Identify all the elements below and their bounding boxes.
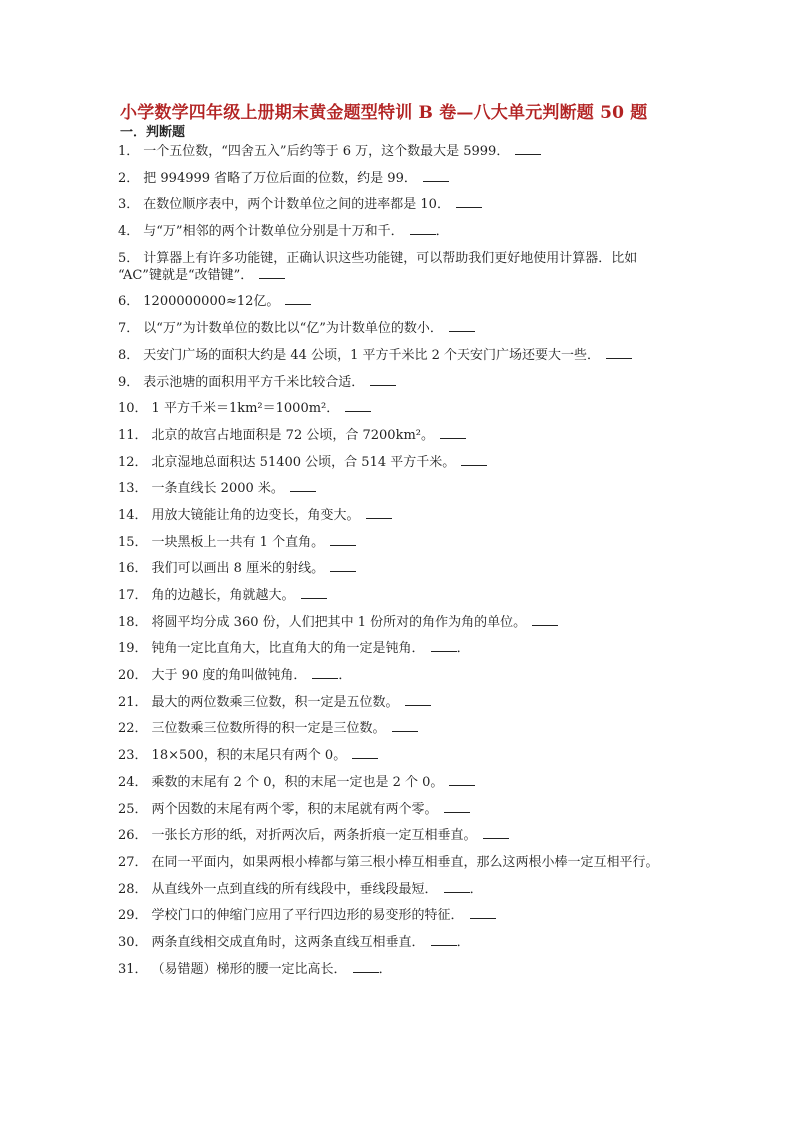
question-number: 28． [118, 881, 148, 897]
question-number: 12． [118, 454, 148, 470]
answer-blank[interactable] [449, 774, 475, 786]
question-item [118, 534, 698, 551]
question-number: 26． [118, 828, 148, 844]
question-item [118, 347, 698, 364]
answer-blank[interactable] [461, 454, 487, 466]
question-item [118, 293, 698, 310]
question-item [118, 747, 698, 764]
question-item [118, 427, 698, 444]
question-item [118, 507, 698, 524]
question-text: 表示池塘的面积用平方千米比较合适． [143, 374, 365, 390]
answer-blank[interactable] [444, 801, 470, 813]
question-tail-punctuation: ． [456, 641, 470, 657]
question-number: 13． [118, 481, 148, 497]
question-text: （易错题）梯形的腰一定比高长． [151, 961, 347, 977]
question-text: 我们可以画出 8 厘米的射线。 [151, 561, 325, 577]
question-number: 15． [118, 534, 148, 550]
question-text: 把 994999 省略了万位后面的位数，约是 99． [143, 170, 417, 186]
question-text: 角的边越长，角就越大。 [151, 588, 295, 603]
answer-blank[interactable] [352, 747, 378, 759]
question-item [118, 614, 698, 631]
question-number: 23． [118, 748, 148, 764]
answer-blank[interactable] [606, 347, 632, 359]
answer-blank[interactable] [405, 694, 431, 706]
question-number: 25． [118, 801, 148, 817]
question-number: 2． [118, 170, 140, 186]
answer-blank[interactable] [470, 907, 496, 919]
question-number: 30． [118, 934, 148, 950]
question-number: 6． [118, 294, 140, 310]
answer-blank[interactable] [301, 587, 327, 599]
question-item [118, 934, 698, 951]
answer-blank[interactable] [431, 934, 457, 946]
answer-blank[interactable] [392, 720, 418, 732]
question-number: 4． [118, 224, 140, 240]
question-text: 一个五位数，“四舍五入”后约等于 6 万，这个数最大是 5999． [143, 144, 510, 159]
question-item [118, 667, 698, 684]
answer-blank[interactable] [312, 667, 338, 679]
question-text: 1200000000≈12亿。 [143, 294, 280, 310]
question-text: 两条直线相交成直角时，这两条直线互相垂直． [151, 934, 425, 950]
question-item [118, 801, 698, 818]
question-text: 学校门口的伸缩门应用了平行四边形的易变形的特征． [151, 908, 464, 924]
question-text: 18×500，积的末尾只有两个 0。 [151, 748, 347, 764]
question-text: 北京的故宫占地面积是 72 公顷，合 7200km²。 [151, 427, 434, 443]
question-text: 计算器上有许多功能键，正确认识这些功能键，可以帮助我们更好地使用计算器．比如 [143, 250, 638, 266]
question-text: 用放大镜能让角的边变长，角变大。 [151, 507, 360, 523]
question-item [118, 223, 698, 240]
answer-blank[interactable] [532, 614, 558, 626]
question-text: 与“万”相邻的两个计数单位分别是十万和千． [143, 224, 404, 240]
question-number: 5． [118, 250, 140, 266]
answer-blank[interactable] [290, 480, 316, 492]
question-item [118, 196, 698, 213]
question-item [118, 250, 698, 284]
question-text: 在同一平面内，如果两根小棒都与第三根小棒互相垂直，那么这两根小棒一定互相平行。 [151, 854, 659, 870]
question-item [118, 907, 698, 924]
answer-blank[interactable] [285, 293, 311, 305]
question-item [118, 400, 698, 417]
question-item [118, 480, 698, 497]
answer-blank[interactable] [483, 827, 509, 839]
answer-blank[interactable] [423, 170, 449, 182]
question-text: 乘数的末尾有 2 个 0，积的末尾一定也是 2 个 0。 [151, 774, 444, 790]
question-number: 31． [118, 961, 148, 977]
answer-blank[interactable] [330, 560, 356, 572]
question-text: 一张长方形的纸，对折两次后，两条折痕一定互相垂直。 [151, 828, 477, 844]
question-number: 10． [118, 401, 148, 417]
question-tail-punctuation: ． [338, 668, 352, 684]
question-item [118, 827, 698, 844]
question-item [118, 854, 698, 871]
question-item [118, 560, 698, 577]
question-text: 从直线外一点到直线的所有线段中，垂线段最短． [151, 881, 438, 897]
question-tail-punctuation: ． [456, 934, 470, 950]
question-text: 大于 90 度的角叫做钝角． [151, 668, 307, 684]
answer-blank[interactable] [440, 427, 466, 439]
question-item [118, 694, 698, 711]
question-number: 11． [118, 427, 148, 443]
question-item [118, 774, 698, 791]
question-text-continued: “AC”键就是“改错键”． [118, 267, 698, 284]
answer-blank[interactable] [370, 374, 396, 386]
question-tail-punctuation: ． [435, 224, 449, 240]
question-number: 27． [118, 854, 148, 870]
question-item [118, 720, 698, 737]
question-number: 21． [118, 694, 148, 710]
question-number: 14． [118, 507, 148, 523]
question-tail-punctuation: ． [469, 881, 483, 897]
question-item [118, 374, 698, 391]
question-tail-punctuation: ． [378, 961, 392, 977]
question-number: 3． [118, 197, 140, 213]
question-number: 16． [118, 561, 148, 577]
question-text: 北京湿地总面积达 51400 公顷，合 514 平方千米。 [151, 454, 456, 470]
answer-blank[interactable] [410, 223, 436, 235]
question-number: 29． [118, 908, 148, 924]
question-number: 8． [118, 347, 140, 363]
question-text: 天安门广场的面积大约是 44 公顷，1 平方千米比 2 个天安门广场还要大一些． [143, 347, 601, 363]
question-text: 三位数乘三位数所得的积一定是三位数。 [151, 721, 386, 737]
answer-blank[interactable] [449, 320, 475, 332]
question-text: 一块黑板上一共有 1 个直角。 [151, 534, 325, 550]
answer-blank[interactable] [330, 534, 356, 546]
answer-blank[interactable] [366, 507, 392, 519]
question-text: 在数位顺序表中，两个计数单位之间的进率都是 10． [143, 197, 450, 213]
question-number: 22． [118, 721, 148, 737]
section-heading: 一．判断题 [120, 125, 186, 140]
document-title: 小学数学四年级上册期末黄金题型特训 B 卷—八大单元判断题 50 题 [120, 103, 648, 123]
answer-blank[interactable] [431, 640, 457, 652]
question-number: 1． [118, 144, 140, 159]
question-number: 17． [118, 588, 148, 603]
question-number: 24． [118, 774, 148, 790]
question-text: 以“万”为计数单位的数比以“亿”为计数单位的数小． [143, 321, 443, 337]
question-number: 19． [118, 641, 148, 657]
question-number: 18． [118, 614, 148, 630]
answer-blank[interactable] [444, 881, 470, 893]
question-item [118, 640, 698, 657]
answer-blank[interactable] [353, 961, 379, 973]
question-item [118, 961, 698, 978]
answer-blank[interactable] [259, 267, 285, 279]
question-text: 最大的两位数乘三位数，积一定是五位数。 [151, 694, 399, 710]
question-text: 两个因数的末尾有两个零，积的末尾就有两个零。 [151, 801, 438, 817]
question-number: 7． [118, 321, 140, 337]
answer-blank[interactable] [515, 143, 541, 155]
question-item [118, 881, 698, 898]
question-item [118, 320, 698, 337]
question-text: 钝角一定比直角大，比直角大的角一定是钝角． [151, 641, 425, 657]
question-text: 一条直线长 2000 米。 [151, 481, 284, 497]
question-item [118, 143, 698, 160]
question-text: 1 平方千米＝1km²＝1000m²． [151, 401, 340, 417]
question-number: 9． [118, 374, 140, 390]
answer-blank[interactable] [345, 400, 371, 412]
question-text: 将圆平均分成 360 份，人们把其中 1 份所对的角作为角的单位。 [151, 614, 527, 630]
answer-blank[interactable] [456, 196, 482, 208]
question-number: 20． [118, 668, 148, 684]
question-item [118, 454, 698, 471]
question-item [118, 170, 698, 187]
question-item [118, 587, 698, 604]
question-list [118, 143, 698, 987]
